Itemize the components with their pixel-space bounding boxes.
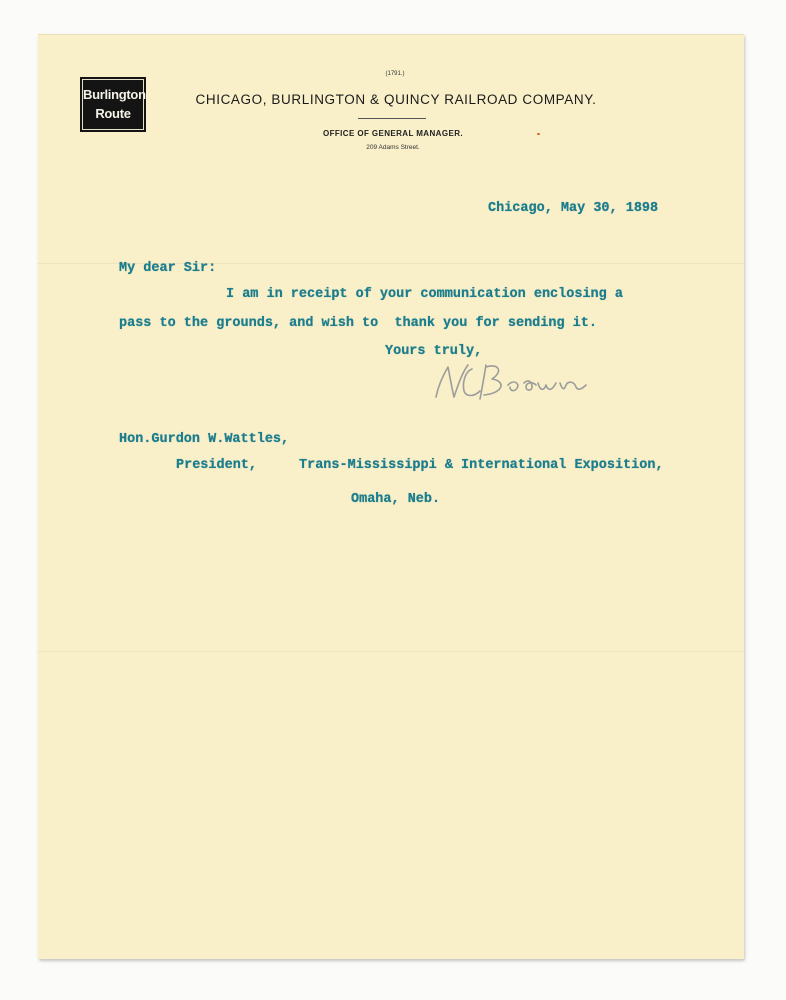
logo-line2: Route <box>95 106 131 121</box>
recipient-city: Omaha, Neb. <box>351 492 441 507</box>
burlington-route-logo <box>80 77 146 132</box>
letter-date: Chicago, May 30, 1898 <box>488 201 659 216</box>
letter-page <box>38 34 744 959</box>
recipient-organization: Trans-Mississippi & International Exposition, <box>299 458 664 473</box>
recipient-title: President, <box>176 458 258 473</box>
form-number: (1791.) <box>385 71 405 77</box>
company-name: CHICAGO, BURLINGTON & QUINCY RAILROAD COMPANY. <box>195 92 597 107</box>
paper-spot <box>537 133 540 135</box>
logo-line1: Burlington <box>83 87 146 102</box>
office-address: 209 Adams Street. <box>366 144 420 151</box>
office-name: OFFICE OF GENERAL MANAGER. <box>322 129 464 138</box>
body-line-1: I am in receipt of your communication enclosing a <box>226 287 623 302</box>
letterhead-divider <box>358 118 426 119</box>
salutation: My dear Sir: <box>119 261 217 276</box>
paper-fold-line <box>38 651 744 652</box>
handwritten-signature <box>428 357 608 407</box>
recipient-name: Hon.Gurdon W.Wattles, <box>119 432 290 447</box>
body-line-2: pass to the grounds, and wish to thank you for sending it. <box>119 316 597 331</box>
closing: Yours truly, <box>385 344 483 359</box>
